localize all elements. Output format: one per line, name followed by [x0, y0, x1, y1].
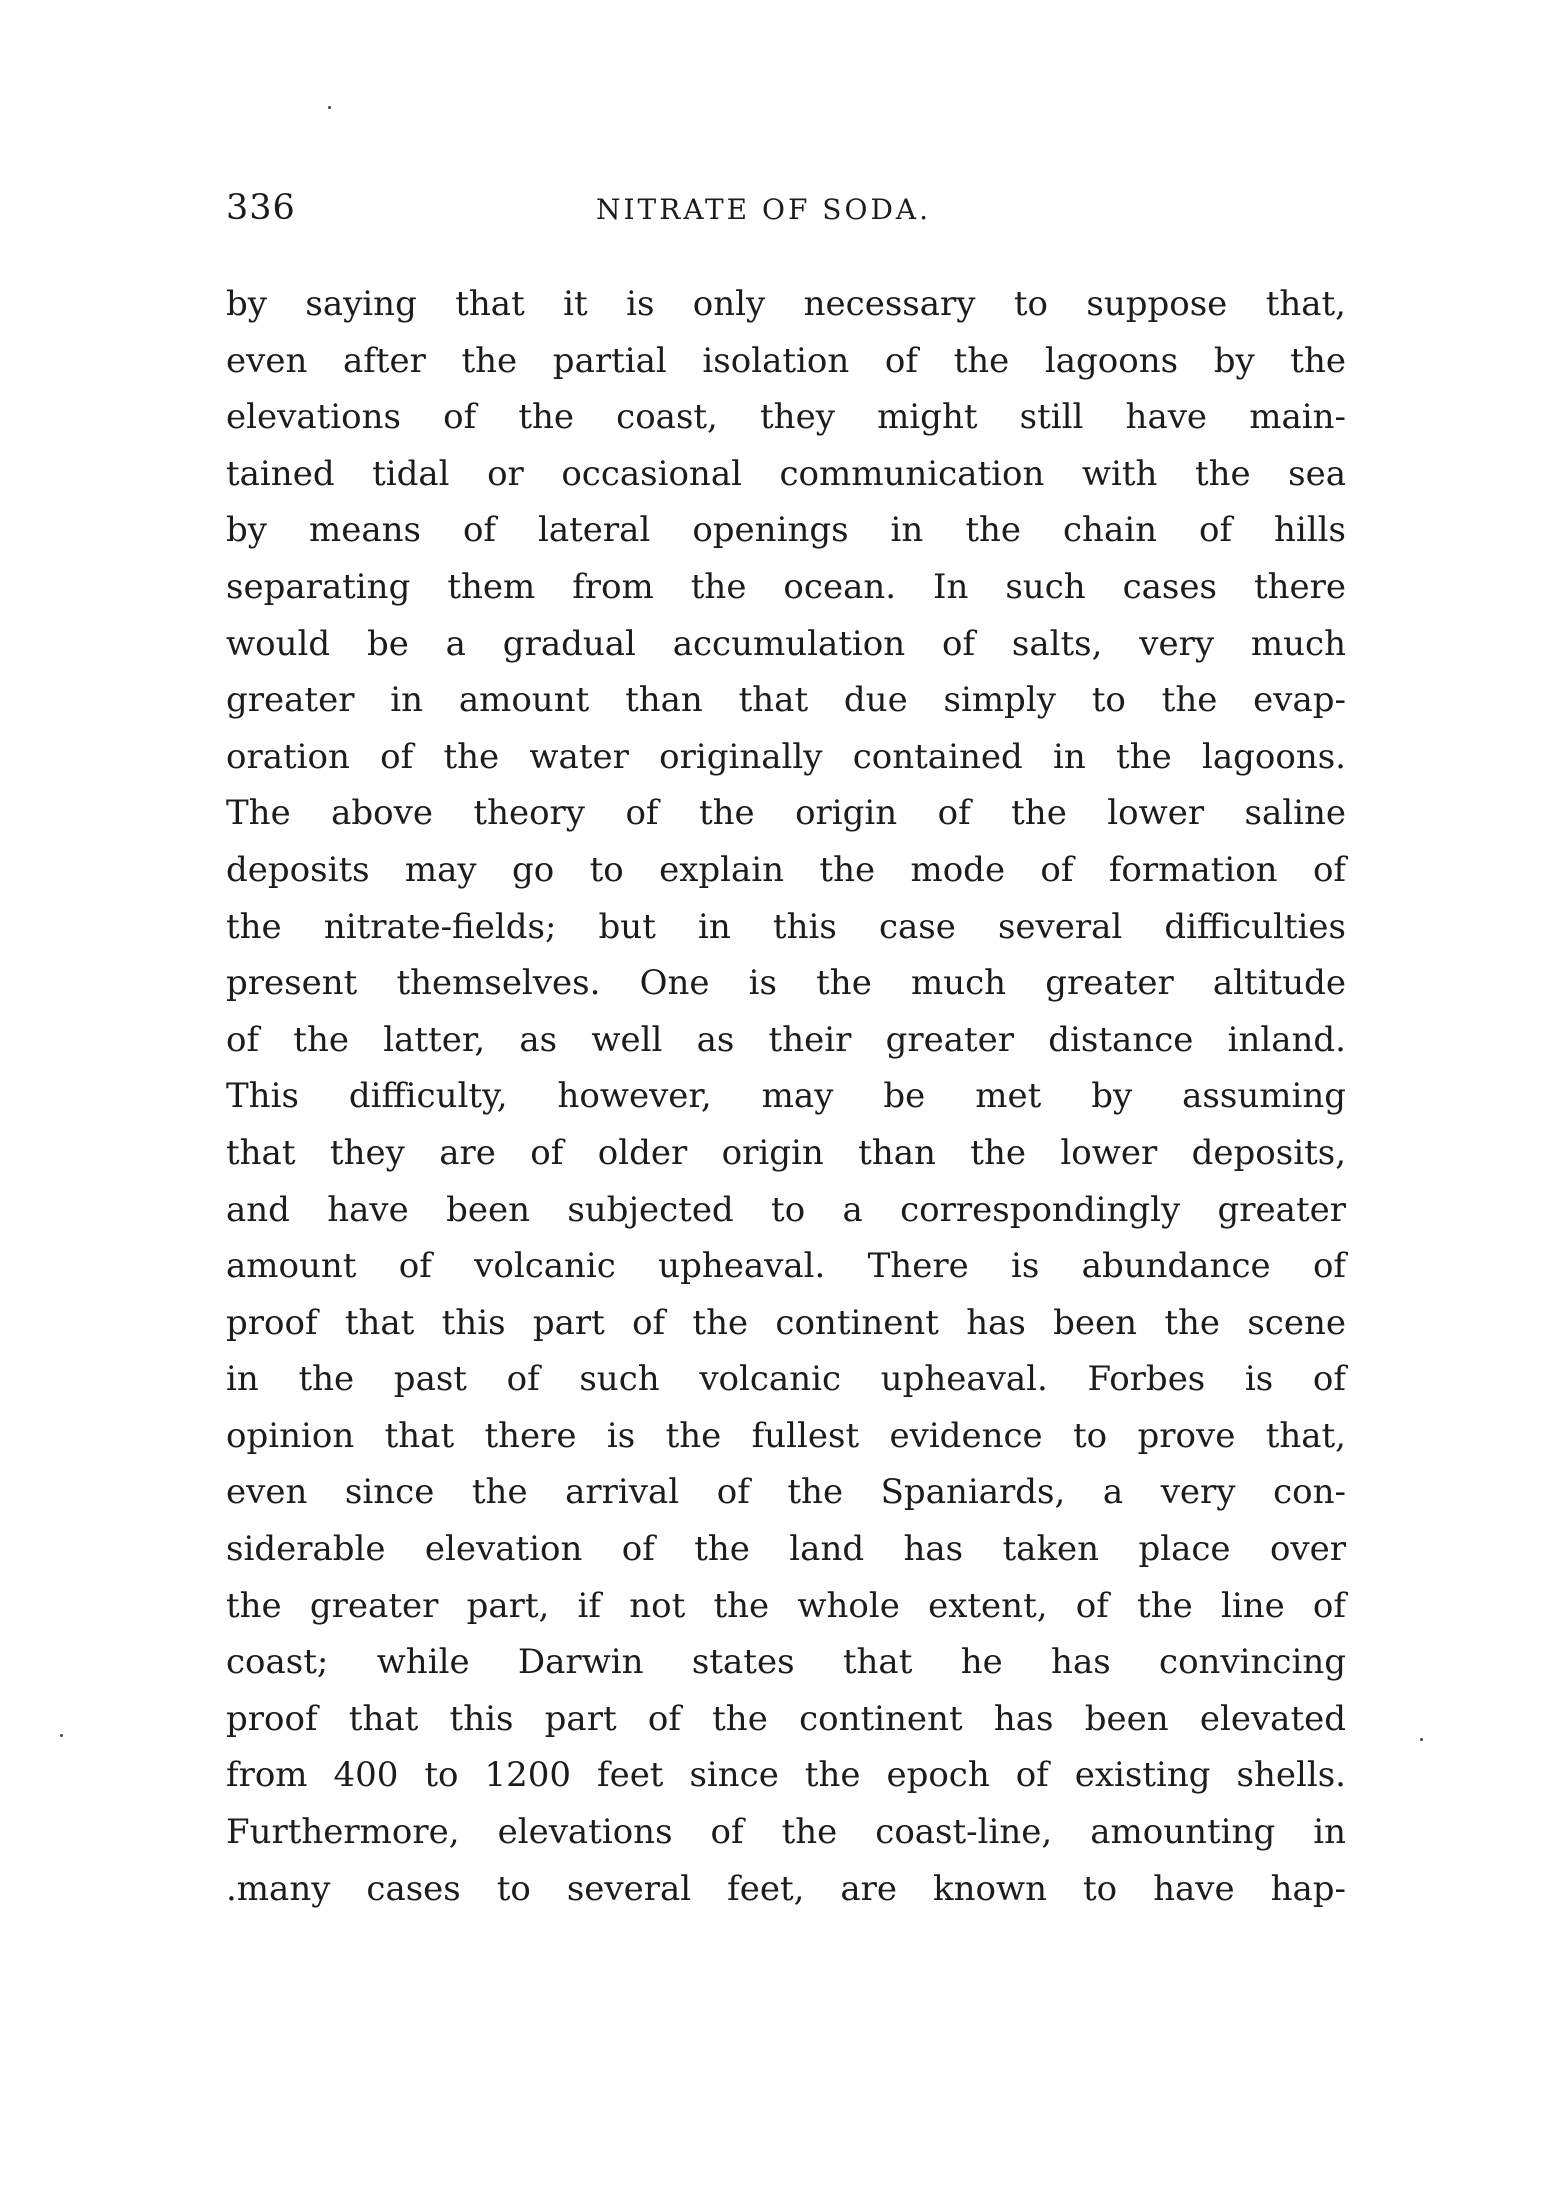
text-line: tained tidal or occasional communication with the sea: [226, 453, 1346, 494]
text-line: that they are of older origin than the lower deposits,: [226, 1132, 1346, 1173]
text-line: amount of volcanic upheaval. There is abundance of: [226, 1246, 1346, 1287]
text-line: deposits may go to explain the mode of formation of: [226, 849, 1346, 890]
text-line: even after the partial isolation of the lagoons by the: [226, 340, 1346, 381]
text-line: greater in amount than that due simply to the evap-: [226, 680, 1346, 721]
text-line: in the past of such volcanic upheaval. Forbes is of: [226, 1359, 1346, 1400]
text-line: .many cases to several feet, are known to have hap-: [226, 1868, 1346, 1909]
scan-speck-left: [60, 1734, 63, 1737]
scan-speck-top: [328, 106, 331, 109]
text-line: even since the arrival of the Spaniards, a very con-: [226, 1472, 1346, 1513]
text-line: by saying that it is only necessary to suppose that,: [226, 284, 1346, 324]
scan-speck-right: [1420, 1738, 1423, 1741]
text-line: present themselves. One is the much greater altitude: [226, 963, 1346, 1004]
text-line: by means of lateral openings in the chain of hills: [226, 510, 1346, 551]
text-line: of the latter, as well as their greater distance inland.: [226, 1019, 1346, 1060]
body-text: [226, 276, 1346, 1917]
text-line: This difficulty, however, may be met by assuming: [226, 1076, 1346, 1117]
text-line: proof that this part of the continent has been elevated: [226, 1698, 1346, 1739]
text-line: The above theory of the origin of the lower saline: [226, 793, 1346, 834]
text-line: would be a gradual accumulation of salts, very much: [226, 623, 1346, 664]
text-line: elevations of the coast, they might still have main-: [226, 397, 1346, 438]
text-line: proof that this part of the continent has been the scene: [226, 1302, 1346, 1343]
text-line: the nitrate-fields; but in this case several difficulties: [226, 906, 1346, 947]
text-line: separating them from the ocean. In such cases there: [226, 566, 1346, 607]
text-line: the greater part, if not the whole extent, of the line of: [226, 1585, 1346, 1626]
running-head: [226, 188, 1346, 228]
text-line: siderable elevation of the land has taken place over: [226, 1529, 1346, 1570]
text-line: and have been subjected to a correspondingly greater: [226, 1189, 1346, 1230]
text-line: opinion that there is the fullest evidence to prove that,: [226, 1415, 1346, 1456]
text-line: oration of the water originally contained in the lagoons.: [226, 736, 1346, 777]
page-number: 336: [226, 188, 296, 228]
text-line: from 400 to 1200 feet since the epoch of existing shells.: [226, 1755, 1346, 1796]
text-line: Furthermore, elevations of the coast-line, amounting in: [226, 1812, 1346, 1853]
text-line: coast; while Darwin states that he has convincing: [226, 1642, 1346, 1683]
running-title: NITRATE OF SODA.: [596, 193, 932, 226]
